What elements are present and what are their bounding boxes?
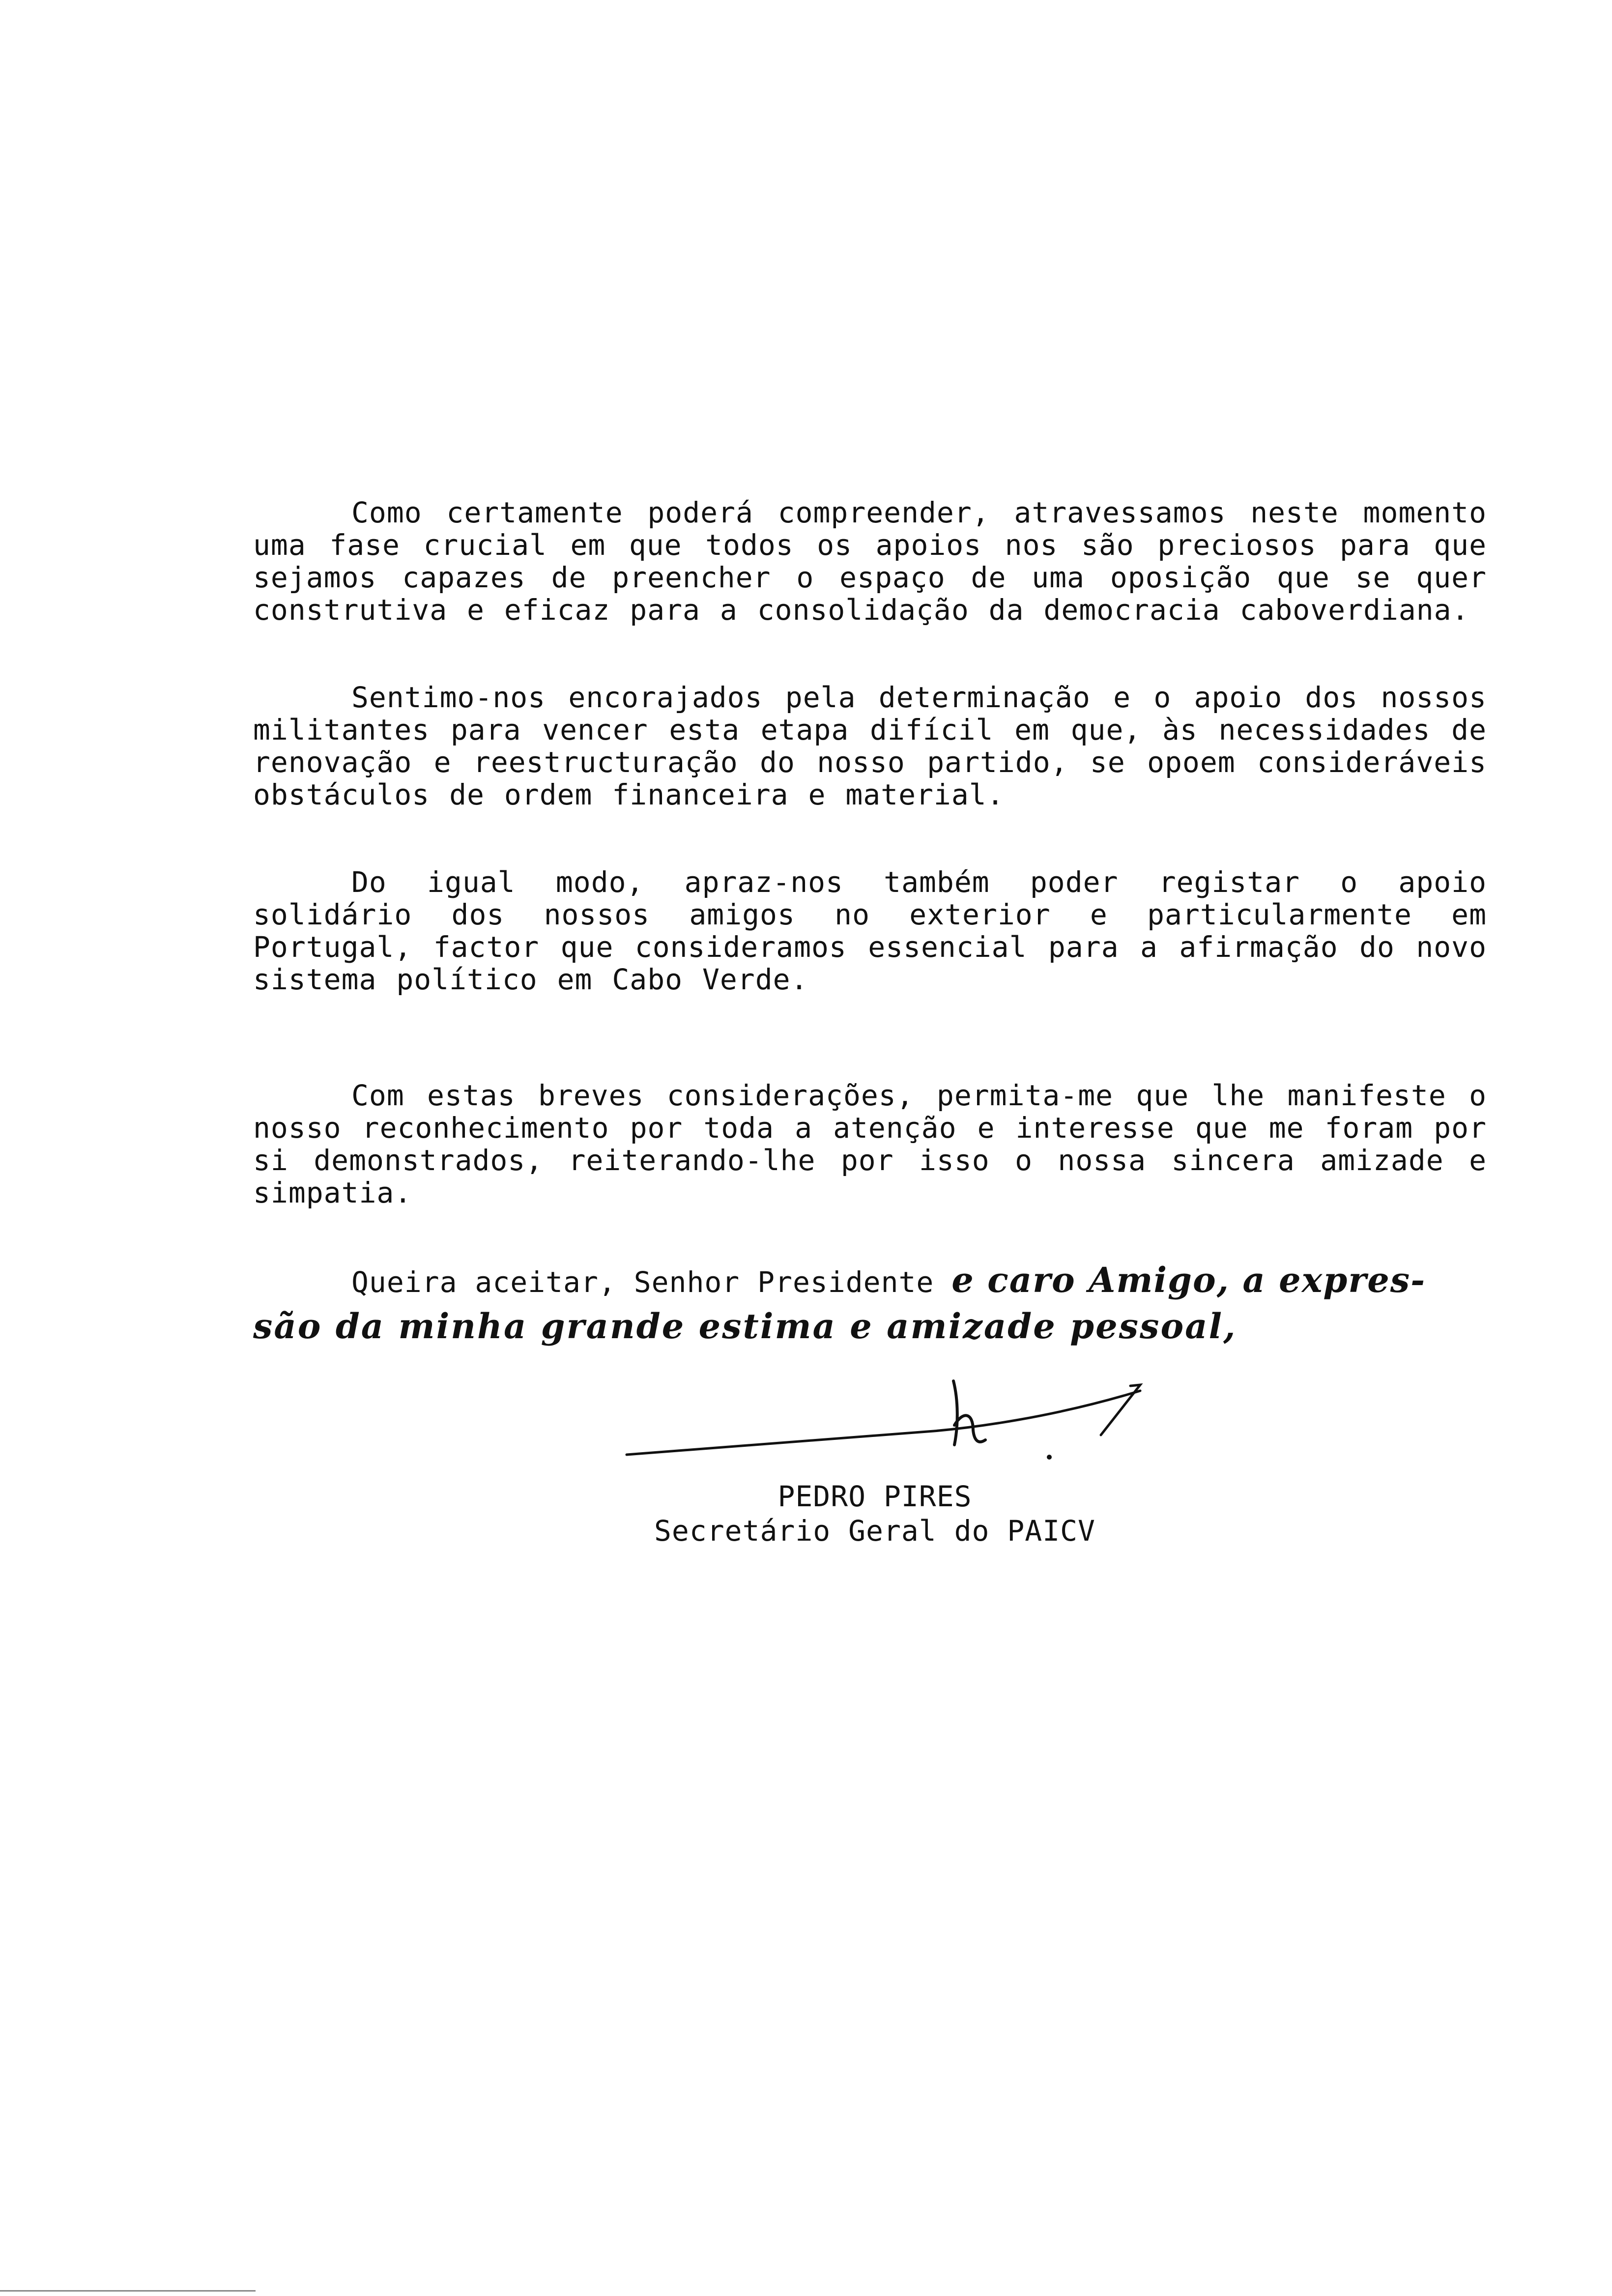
paragraph-4: Com estas breves considerações, permita-me que lhe manifeste o nosso reconhecimento por toda a atenção e interesse que me foram por si demonstrados, reiterando-lhe por isso o nossa sincera amizade e simpatia.: [253, 1079, 1487, 1209]
handwritten-signature: [619, 1371, 1160, 1469]
paragraph-3: Do igual modo, apraz-nos também poder registar o apoio solidário dos nossos amigos no exterior e particularmente em Portugal, factor que consideramos essencial para a afirmação do novo sistema político em Cabo Verde.: [253, 865, 1487, 996]
closing-handwritten-line-2: são da minha grande estima e amizade pessoal,: [253, 1306, 1237, 1347]
closing-formula: [253, 1260, 1487, 1349]
closing-typed-text: Queira aceitar, Senhor Presidente: [351, 1265, 934, 1299]
letter-body: [253, 496, 1487, 1349]
signatory-name: PEDRO PIRES: [777, 1480, 972, 1513]
signatory-block: [580, 1479, 1170, 1548]
signatory-title: Secretário Geral do PAICV: [654, 1514, 1095, 1548]
paragraph-1: Como certamente poderá compreender, atravessamos neste momento uma fase crucial em que todos os apoios nos são preciosos para que sejamos capazes de preencher o espaço de uma oposição que se quer construtiva e eficaz para a consolidação da democracia caboverdiana.: [253, 496, 1487, 627]
closing-handwritten-line-1: e caro Amigo, a expres-: [951, 1260, 1426, 1300]
paragraph-2: Sentimo-nos encorajados pela determinação e o apoio dos nossos militantes para vencer esta etapa difícil em que, às necessidades de renovação e reestructuração do nosso partido, se opoem consideráveis obstáculos de ordem financeira e material.: [253, 681, 1487, 811]
bottom-scan-edge: [0, 2290, 256, 2292]
